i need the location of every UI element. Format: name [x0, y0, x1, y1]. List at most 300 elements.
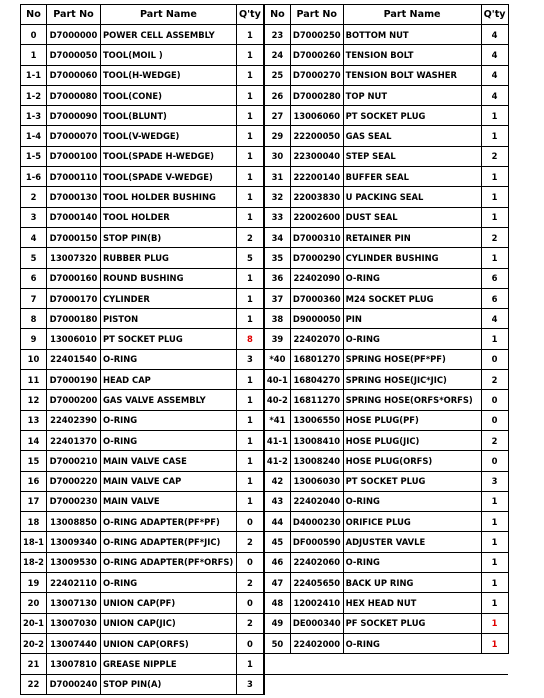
- qty-cell: 1: [481, 512, 508, 532]
- item-no-cell: 1-3: [21, 106, 47, 126]
- part-name-cell: O-RING: [343, 491, 481, 511]
- item-no-cell: 11: [21, 370, 47, 390]
- qty-cell: 2: [481, 430, 508, 450]
- item-no-cell: 38: [264, 309, 290, 329]
- part-name-cell: TENSION BOLT WASHER: [343, 65, 481, 85]
- table-row: [21, 593, 509, 613]
- qty-cell: 3: [236, 674, 263, 694]
- parts-list-table: [20, 4, 509, 695]
- item-no-cell: 20: [21, 593, 47, 613]
- part-name-cell: TOOL(BLUNT): [100, 106, 236, 126]
- item-no-cell: 34: [264, 227, 290, 247]
- item-no-cell: *41: [264, 410, 290, 430]
- header-no-right: No: [264, 5, 290, 25]
- part-no-cell: D7000280: [290, 85, 343, 105]
- table-row: [21, 248, 509, 268]
- part-no-cell: D4000230: [290, 512, 343, 532]
- part-name-cell: UNION CAP(PF): [100, 593, 236, 613]
- item-no-cell: 39: [264, 329, 290, 349]
- item-no-cell: 40-1: [264, 370, 290, 390]
- qty-cell: 0: [481, 451, 508, 471]
- part-no-cell: D7000080: [46, 85, 100, 105]
- table-row: [21, 633, 509, 653]
- part-no-cell: 22402390: [46, 410, 100, 430]
- table-row: [21, 146, 509, 166]
- qty-cell: 2: [481, 370, 508, 390]
- part-name-cell: RUBBER PLUG: [100, 248, 236, 268]
- part-name-cell: TOP NUT: [343, 85, 481, 105]
- item-no-cell: 1: [21, 45, 47, 65]
- qty-cell: 3: [236, 349, 263, 369]
- table-row: [21, 288, 509, 308]
- item-no-cell: 23: [264, 25, 290, 45]
- header-qty-right: Q'ty: [481, 5, 508, 25]
- part-name-cell: O-RING: [100, 430, 236, 450]
- item-no-cell: 42: [264, 471, 290, 491]
- part-name-cell: O-RING: [100, 349, 236, 369]
- part-name-cell: TOOL(H-WEDGE): [100, 65, 236, 85]
- part-name-cell: TOOL(MOIL ): [100, 45, 236, 65]
- part-no-cell: 13008850: [46, 512, 100, 532]
- qty-cell: 2: [236, 573, 263, 593]
- part-name-cell: PF SOCKET PLUG: [343, 613, 481, 633]
- qty-cell: 0: [236, 633, 263, 653]
- table-row: [21, 613, 509, 633]
- table-row: [21, 654, 509, 674]
- table-row: [21, 410, 509, 430]
- qty-cell: 1: [481, 491, 508, 511]
- qty-cell: 1: [481, 552, 508, 572]
- table-row: [21, 532, 509, 552]
- item-no-cell: 46: [264, 552, 290, 572]
- item-no-cell: 9: [21, 329, 47, 349]
- table-row: [21, 45, 509, 65]
- part-name-cell: ADJUSTER VAVLE: [343, 532, 481, 552]
- part-no-cell: 22402000: [290, 633, 343, 653]
- part-no-cell: D7000180: [46, 309, 100, 329]
- part-no-cell: 22402060: [290, 552, 343, 572]
- table-row: [21, 167, 509, 187]
- header-part-name-left: Part Name: [100, 5, 236, 25]
- part-name-cell: RETAINER PIN: [343, 227, 481, 247]
- part-no-cell: 13006030: [290, 471, 343, 491]
- part-no-cell: D7000170: [46, 288, 100, 308]
- part-name-cell: PISTON: [100, 309, 236, 329]
- table-row: [21, 390, 509, 410]
- qty-cell: 1: [236, 268, 263, 288]
- qty-cell: 1: [481, 126, 508, 146]
- part-name-cell: GAS SEAL: [343, 126, 481, 146]
- item-no-cell: 3: [21, 207, 47, 227]
- qty-cell: 1: [236, 106, 263, 126]
- qty-cell: 1: [481, 633, 508, 653]
- part-name-cell: HEX HEAD NUT: [343, 593, 481, 613]
- part-no-cell: D7000290: [290, 248, 343, 268]
- table-row: [21, 85, 509, 105]
- qty-cell: 1: [236, 187, 263, 207]
- part-no-cell: 22402040: [290, 491, 343, 511]
- part-no-cell: D7000220: [46, 471, 100, 491]
- part-name-cell: O-RING: [343, 633, 481, 653]
- part-no-cell: D7000100: [46, 146, 100, 166]
- part-name-cell: SPRING HOSE(PF*PF): [343, 349, 481, 369]
- item-no-cell: 13: [21, 410, 47, 430]
- part-name-cell: UNION CAP(ORFS): [100, 633, 236, 653]
- item-no-cell: 14: [21, 430, 47, 450]
- item-no-cell: 12: [21, 390, 47, 410]
- part-name-cell: STOP PIN(B): [100, 227, 236, 247]
- part-no-cell: 13009530: [46, 552, 100, 572]
- qty-cell: 4: [481, 65, 508, 85]
- item-no-cell: 24: [264, 45, 290, 65]
- part-no-cell: 22405650: [290, 573, 343, 593]
- item-no-cell: 6: [21, 268, 47, 288]
- qty-cell: 8: [236, 329, 263, 349]
- item-no-cell: 41-1: [264, 430, 290, 450]
- part-name-cell: O-RING: [343, 329, 481, 349]
- part-no-cell: D7000230: [46, 491, 100, 511]
- table-row: [21, 227, 509, 247]
- part-name-cell: STEP SEAL: [343, 146, 481, 166]
- item-no-cell: 26: [264, 85, 290, 105]
- part-no-cell: 13007810: [46, 654, 100, 674]
- qty-cell: 2: [481, 227, 508, 247]
- qty-cell: 2: [236, 227, 263, 247]
- table-row: [21, 106, 509, 126]
- part-no-cell: D7000270: [290, 65, 343, 85]
- part-no-cell: 22401370: [46, 430, 100, 450]
- item-no-cell: 15: [21, 451, 47, 471]
- part-no-cell: D7000310: [290, 227, 343, 247]
- qty-cell: 5: [236, 248, 263, 268]
- table-row: [21, 370, 509, 390]
- item-no-cell: 2: [21, 187, 47, 207]
- qty-cell: 1: [236, 85, 263, 105]
- item-no-cell: 37: [264, 288, 290, 308]
- part-name-cell: GREASE NIPPLE: [100, 654, 236, 674]
- item-no-cell: 47: [264, 573, 290, 593]
- item-no-cell: 10: [21, 349, 47, 369]
- part-name-cell: HOSE PLUG(PF): [343, 410, 481, 430]
- item-no-cell: 0: [21, 25, 47, 45]
- part-no-cell: D7000200: [46, 390, 100, 410]
- part-no-cell: 22401540: [46, 349, 100, 369]
- part-name-cell: CYLINDER BUSHING: [343, 248, 481, 268]
- item-no-cell: 1-6: [21, 167, 47, 187]
- item-no-cell: 4: [21, 227, 47, 247]
- part-name-cell: ROUND BUSHING: [100, 268, 236, 288]
- part-name-cell: STOP PIN(A): [100, 674, 236, 694]
- part-no-cell: D7000140: [46, 207, 100, 227]
- qty-cell: 1: [236, 390, 263, 410]
- qty-cell: 1: [236, 309, 263, 329]
- qty-cell: 4: [481, 45, 508, 65]
- part-no-cell: 16811270: [290, 390, 343, 410]
- header-part-no-left: Part No: [46, 5, 100, 25]
- part-name-cell: HOSE PLUG(ORFS): [343, 451, 481, 471]
- part-name-cell: U PACKING SEAL: [343, 187, 481, 207]
- qty-cell: 1: [481, 106, 508, 126]
- qty-cell: 1: [481, 593, 508, 613]
- table-row: [21, 552, 509, 572]
- header-no-left: No: [21, 5, 47, 25]
- part-name-cell: O-RING: [343, 268, 481, 288]
- item-no-cell: 20-2: [21, 633, 47, 653]
- qty-cell: 1: [481, 248, 508, 268]
- qty-cell: 1: [236, 126, 263, 146]
- item-no-cell: 22: [21, 674, 47, 694]
- part-no-cell: D7000160: [46, 268, 100, 288]
- part-name-cell: HOSE PLUG(JIC): [343, 430, 481, 450]
- header-row: [21, 5, 509, 25]
- item-no-cell: 8: [21, 309, 47, 329]
- part-no-cell: D7000250: [290, 25, 343, 45]
- item-no-cell: 21: [21, 654, 47, 674]
- part-name-cell: BACK UP RING: [343, 573, 481, 593]
- table-row: [21, 268, 509, 288]
- part-no-cell: 22300040: [290, 146, 343, 166]
- qty-cell: 1: [481, 207, 508, 227]
- part-name-cell: HEAD CAP: [100, 370, 236, 390]
- part-no-cell: D7000060: [46, 65, 100, 85]
- qty-cell: 1: [236, 288, 263, 308]
- item-no-cell: 1-2: [21, 85, 47, 105]
- qty-cell: 1: [236, 654, 263, 674]
- item-no-cell: 1-5: [21, 146, 47, 166]
- table-row: [21, 65, 509, 85]
- part-name-cell: MAIN VALVE: [100, 491, 236, 511]
- part-no-cell: D7000360: [290, 288, 343, 308]
- part-no-cell: 13006010: [46, 329, 100, 349]
- part-name-cell: TOOL(V-WEDGE): [100, 126, 236, 146]
- part-no-cell: 16801270: [290, 349, 343, 369]
- part-name-cell: TOOL(CONE): [100, 85, 236, 105]
- part-no-cell: 22402090: [290, 268, 343, 288]
- qty-cell: 1: [481, 613, 508, 633]
- qty-cell: 0: [481, 390, 508, 410]
- part-no-cell: 13006060: [290, 106, 343, 126]
- part-name-cell: TOOL(SPADE H-WEDGE): [100, 146, 236, 166]
- part-name-cell: O-RING ADAPTER(PF*JIC): [100, 532, 236, 552]
- part-name-cell: TOOL(SPADE V-WEDGE): [100, 167, 236, 187]
- qty-cell: 1: [236, 451, 263, 471]
- qty-cell: 1: [236, 167, 263, 187]
- qty-cell: 0: [481, 410, 508, 430]
- header-part-no-right: Part No: [290, 5, 343, 25]
- part-no-cell: 13007440: [46, 633, 100, 653]
- table-row: [21, 573, 509, 593]
- item-no-cell: 29: [264, 126, 290, 146]
- part-name-cell: PT SOCKET PLUG: [343, 471, 481, 491]
- qty-cell: 1: [236, 65, 263, 85]
- qty-cell: 1: [481, 532, 508, 552]
- qty-cell: 4: [481, 25, 508, 45]
- table-row: [21, 491, 509, 511]
- part-no-cell: 16804270: [290, 370, 343, 390]
- part-no-cell: D7000050: [46, 45, 100, 65]
- item-no-cell: 40-2: [264, 390, 290, 410]
- qty-cell: 0: [481, 349, 508, 369]
- item-no-cell: 50: [264, 633, 290, 653]
- part-no-cell: DF000590: [290, 532, 343, 552]
- item-no-cell: 20-1: [21, 613, 47, 633]
- part-no-cell: D7000240: [46, 674, 100, 694]
- qty-cell: 3: [481, 471, 508, 491]
- qty-cell: 1: [236, 491, 263, 511]
- item-no-cell: 5: [21, 248, 47, 268]
- qty-cell: 0: [236, 593, 263, 613]
- part-name-cell: TENSION BOLT: [343, 45, 481, 65]
- part-name-cell: O-RING ADAPTER(PF*PF): [100, 512, 236, 532]
- part-no-cell: D7000130: [46, 187, 100, 207]
- part-name-cell: M24 SOCKET PLUG: [343, 288, 481, 308]
- qty-cell: 6: [481, 268, 508, 288]
- part-name-cell: ORIFICE PLUG: [343, 512, 481, 532]
- empty-cell: [264, 674, 508, 694]
- part-no-cell: DE000340: [290, 613, 343, 633]
- item-no-cell: 41-2: [264, 451, 290, 471]
- table-row: [21, 451, 509, 471]
- part-name-cell: SPRING HOSE(ORFS*ORFS): [343, 390, 481, 410]
- item-no-cell: 45: [264, 532, 290, 552]
- part-name-cell: BOTTOM NUT: [343, 25, 481, 45]
- part-name-cell: PT SOCKET PLUG: [343, 106, 481, 126]
- part-name-cell: GAS VALVE ASSEMBLY: [100, 390, 236, 410]
- qty-cell: 1: [236, 25, 263, 45]
- qty-cell: 1: [481, 573, 508, 593]
- table-row: [21, 430, 509, 450]
- qty-cell: 1: [236, 207, 263, 227]
- qty-cell: 1: [236, 45, 263, 65]
- part-no-cell: 22002600: [290, 207, 343, 227]
- table-row: [21, 187, 509, 207]
- item-no-cell: 19: [21, 573, 47, 593]
- qty-cell: 1: [236, 146, 263, 166]
- item-no-cell: 30: [264, 146, 290, 166]
- part-no-cell: D7000070: [46, 126, 100, 146]
- item-no-cell: 43: [264, 491, 290, 511]
- part-no-cell: 13007320: [46, 248, 100, 268]
- item-no-cell: 17: [21, 491, 47, 511]
- qty-cell: 1: [236, 430, 263, 450]
- part-name-cell: PIN: [343, 309, 481, 329]
- qty-cell: 1: [236, 410, 263, 430]
- item-no-cell: 1-1: [21, 65, 47, 85]
- part-no-cell: 13008410: [290, 430, 343, 450]
- qty-cell: 1: [481, 187, 508, 207]
- qty-cell: 0: [236, 512, 263, 532]
- table-row: [21, 207, 509, 227]
- part-no-cell: 13009340: [46, 532, 100, 552]
- item-no-cell: 36: [264, 268, 290, 288]
- qty-cell: 2: [481, 146, 508, 166]
- part-no-cell: D9000050: [290, 309, 343, 329]
- part-no-cell: D7000150: [46, 227, 100, 247]
- part-name-cell: BUFFER SEAL: [343, 167, 481, 187]
- part-no-cell: 12002410: [290, 593, 343, 613]
- part-no-cell: D7000090: [46, 106, 100, 126]
- part-no-cell: 13006550: [290, 410, 343, 430]
- item-no-cell: 18-2: [21, 552, 47, 572]
- part-no-cell: 13007130: [46, 593, 100, 613]
- item-no-cell: 32: [264, 187, 290, 207]
- item-no-cell: 7: [21, 288, 47, 308]
- item-no-cell: 49: [264, 613, 290, 633]
- item-no-cell: 27: [264, 106, 290, 126]
- item-no-cell: 16: [21, 471, 47, 491]
- part-name-cell: TOOL HOLDER: [100, 207, 236, 227]
- qty-cell: 1: [236, 370, 263, 390]
- item-no-cell: *40: [264, 349, 290, 369]
- part-name-cell: CYLINDER: [100, 288, 236, 308]
- part-name-cell: SPRING HOSE(JIC*JIC): [343, 370, 481, 390]
- part-no-cell: 13007030: [46, 613, 100, 633]
- part-name-cell: TOOL HOLDER BUSHING: [100, 187, 236, 207]
- table-row: [21, 329, 509, 349]
- part-name-cell: MAIN VALVE CASE: [100, 451, 236, 471]
- item-no-cell: 33: [264, 207, 290, 227]
- part-name-cell: POWER CELL ASSEMBLY: [100, 25, 236, 45]
- qty-cell: 2: [236, 613, 263, 633]
- qty-cell: 4: [481, 309, 508, 329]
- table-row: [21, 349, 509, 369]
- part-no-cell: 22200140: [290, 167, 343, 187]
- item-no-cell: 48: [264, 593, 290, 613]
- part-no-cell: D7000000: [46, 25, 100, 45]
- table-row: [21, 309, 509, 329]
- item-no-cell: 31: [264, 167, 290, 187]
- item-no-cell: 35: [264, 248, 290, 268]
- table-row: [21, 674, 509, 694]
- part-no-cell: 13008240: [290, 451, 343, 471]
- header-part-name-right: Part Name: [343, 5, 481, 25]
- qty-cell: 4: [481, 85, 508, 105]
- item-no-cell: 1-4: [21, 126, 47, 146]
- qty-cell: 0: [236, 552, 263, 572]
- part-no-cell: 22200050: [290, 126, 343, 146]
- part-no-cell: D7000260: [290, 45, 343, 65]
- table-row: [21, 25, 509, 45]
- part-no-cell: D7000110: [46, 167, 100, 187]
- item-no-cell: 18-1: [21, 532, 47, 552]
- part-name-cell: DUST SEAL: [343, 207, 481, 227]
- table-row: [21, 471, 509, 491]
- item-no-cell: 25: [264, 65, 290, 85]
- part-no-cell: D7000210: [46, 451, 100, 471]
- qty-cell: 1: [236, 471, 263, 491]
- part-no-cell: D7000190: [46, 370, 100, 390]
- table-row: [21, 126, 509, 146]
- qty-cell: 1: [481, 167, 508, 187]
- part-name-cell: O-RING: [100, 573, 236, 593]
- empty-cell: [264, 654, 508, 674]
- part-name-cell: UNION CAP(JIC): [100, 613, 236, 633]
- part-name-cell: O-RING ADAPTER(PF*ORFS): [100, 552, 236, 572]
- part-no-cell: 22402110: [46, 573, 100, 593]
- table-row: [21, 512, 509, 532]
- item-no-cell: 18: [21, 512, 47, 532]
- item-no-cell: 44: [264, 512, 290, 532]
- header-qty-left: Q'ty: [236, 5, 263, 25]
- part-name-cell: O-RING: [343, 552, 481, 572]
- part-no-cell: 22003830: [290, 187, 343, 207]
- part-name-cell: MAIN VALVE CAP: [100, 471, 236, 491]
- part-name-cell: PT SOCKET PLUG: [100, 329, 236, 349]
- qty-cell: 1: [481, 329, 508, 349]
- part-no-cell: 22402070: [290, 329, 343, 349]
- qty-cell: 6: [481, 288, 508, 308]
- qty-cell: 2: [236, 532, 263, 552]
